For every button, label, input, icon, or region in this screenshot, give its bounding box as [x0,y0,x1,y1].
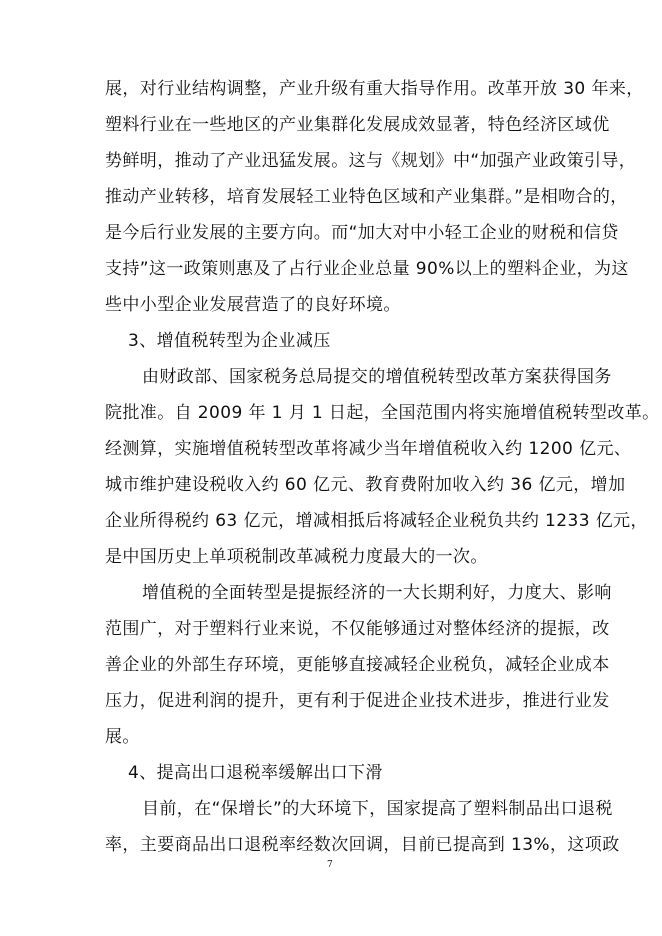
text-line: 塑料行业在一些地区的产业集群化发展成效显著，特色经济区域优 [105,115,610,135]
text-line: 展。 [105,727,140,747]
section-heading: 3、增值税转型为企业减压 [128,331,331,351]
text-line: 经测算，实施增值税转型改革将减少当年增值税收入约 1200 亿元、 [105,439,632,459]
text-line: 城市维护建设税收入约 60 亿元、教育费附加收入约 36 亿元，增加 [105,475,626,495]
section-heading: 4、提高出口退税率缓解出口下滑 [128,763,383,783]
text-line: 企业所得税约 63 亿元，增减相抵后将减轻企业税负共约 1233 亿元， [105,511,648,531]
text-line: 目前，在“保增长”的大环境下，国家提高了塑料制品出口退税 [142,799,613,819]
text-line: 增值税的全面转型是提振经济的一大长期利好，力度大、影响 [142,583,612,603]
text-line: 些中小型企业发展营造了的良好环境。 [105,295,401,315]
text-line: 势鲜明，推动了产业迅猛发展。这与《规划》中“加强产业政策引导， [105,151,637,171]
text-line: 院批准。自 2009 年 1 月 1 日起，全国范围内将实施增值税转型改革。 [105,403,660,423]
text-line: 善企业的外部生存环境，更能够直接减轻企业税负，减轻企业成本 [105,655,610,675]
text-line: 范围广，对于塑料行业来说，不仅能够通过对整体经济的提振，改 [105,619,610,639]
text-line: 是中国历史上单项税制改革减税力度最大的一次。 [105,547,488,567]
text-line: 支持”这一政策则惠及了占行业企业总量 90%以上的塑料企业，为这 [105,259,629,279]
text-line: 推动产业转移，培育发展轻工业特色区域和产业集群。”是相吻合的， [105,187,628,207]
text-line: 展，对行业结构调整，产业升级有重大指导作用。改革开放 30 年来， [105,79,644,99]
page-number: 7 [327,860,333,870]
text-line: 由财政部、国家税务总局提交的增值税转型改革方案获得国务 [142,367,612,387]
text-line: 是今后行业发展的主要方向。而“加大对中小轻工企业的财税和信贷 [105,223,619,243]
text-line: 率，主要商品出口退税率经数次回调，目前已提高到 13%，这项政 [105,835,620,855]
text-line: 压力，促进利润的提升，更有利于促进企业技术进步，推进行业发 [105,691,610,711]
